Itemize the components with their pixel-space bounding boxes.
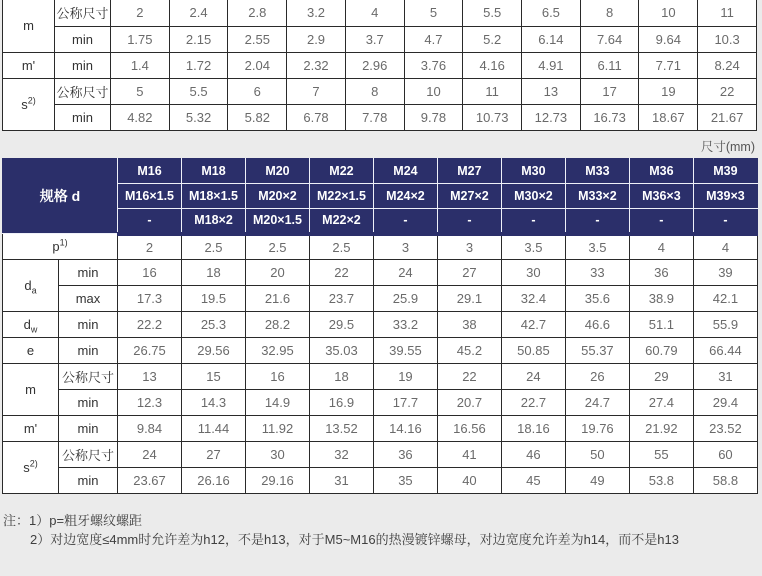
value-cell: 29.4 [693, 390, 757, 416]
value-cell: 24 [501, 364, 565, 390]
row-attr-label: min [59, 390, 118, 416]
value-cell: 35.03 [309, 338, 373, 364]
value-cell: 15 [182, 364, 246, 390]
value-cell: 2.5 [182, 234, 246, 260]
value-cell: 13 [118, 364, 182, 390]
row-attr-label: min [59, 260, 118, 286]
header-fine1-cell: M22×1.5 [309, 184, 373, 209]
value-cell: 2.32 [287, 52, 346, 78]
header-fine1-cell: M24×2 [373, 184, 437, 209]
row-label: $p^{1)}$ [3, 234, 118, 260]
value-cell: 16.56 [437, 416, 501, 442]
header-fine2-cell: M22×2 [309, 209, 373, 234]
value-cell: 3.5 [501, 234, 565, 260]
upper-table-body [3, 0, 757, 130]
value-cell: 23.52 [693, 416, 757, 442]
value-cell: 25.9 [373, 286, 437, 312]
note-line-1: 注：1）p=粗牙螺纹螺距 [3, 513, 143, 528]
value-cell: 18 [309, 364, 373, 390]
value-cell: 26.16 [182, 468, 246, 494]
value-cell: 8.24 [698, 52, 757, 78]
row-attr-label: min [59, 416, 118, 442]
header-fine1-cell: M36×3 [629, 184, 693, 209]
header-fine1-cell: M18×1.5 [182, 184, 246, 209]
value-cell: 20.7 [437, 390, 501, 416]
value-cell: 36 [373, 442, 437, 468]
value-cell: 2.04 [228, 52, 287, 78]
value-cell: 9.78 [404, 104, 463, 130]
value-cell: 10.73 [463, 104, 522, 130]
value-cell: 6.11 [580, 52, 639, 78]
header-fine2-cell: - [437, 209, 501, 234]
value-cell: 4 [693, 234, 757, 260]
value-cell: 3.7 [345, 26, 404, 52]
row-group-label: e [3, 338, 59, 364]
value-cell: 4 [345, 0, 404, 26]
value-cell: 2.8 [228, 0, 287, 26]
value-cell: 58.8 [693, 468, 757, 494]
table-row [3, 468, 758, 494]
header-size-cell: M16 [118, 159, 182, 184]
header-row [3, 159, 758, 184]
value-cell: 4.16 [463, 52, 522, 78]
value-cell: 41 [437, 442, 501, 468]
table-row [3, 442, 758, 468]
table-row [3, 26, 757, 52]
row-group-label: m' [3, 52, 55, 78]
unit-label: 尺寸(mm) [700, 140, 755, 154]
table-row [3, 338, 758, 364]
value-cell: 33.2 [373, 312, 437, 338]
value-cell: 27.4 [629, 390, 693, 416]
upper-spec-table [2, 0, 757, 131]
row-attr-label: min [55, 52, 111, 78]
header-fine1-cell: M39×3 [693, 184, 757, 209]
value-cell: 22.2 [118, 312, 182, 338]
table-row [3, 104, 757, 130]
table-row [3, 260, 758, 286]
header-size-cell: M39 [693, 159, 757, 184]
row-attr-label: max [59, 286, 118, 312]
value-cell: 42.7 [501, 312, 565, 338]
value-cell: 21.6 [245, 286, 309, 312]
value-cell: 6.14 [522, 26, 581, 52]
table-row [3, 234, 758, 260]
value-cell: 29.56 [182, 338, 246, 364]
header-fine1-cell: M16×1.5 [118, 184, 182, 209]
value-cell: 3.5 [565, 234, 629, 260]
value-cell: 20 [245, 260, 309, 286]
value-cell: 22 [437, 364, 501, 390]
value-cell: 19.76 [565, 416, 629, 442]
value-cell: 22.7 [501, 390, 565, 416]
value-cell: 53.8 [629, 468, 693, 494]
value-cell: 6 [228, 78, 287, 104]
value-cell: 1.75 [111, 26, 170, 52]
row-group-label: m [3, 0, 55, 52]
value-cell: 50 [565, 442, 629, 468]
value-cell: 18.16 [501, 416, 565, 442]
value-cell: 10 [404, 78, 463, 104]
value-cell: 10 [639, 0, 698, 26]
value-cell: 39.55 [373, 338, 437, 364]
value-cell: 55.9 [693, 312, 757, 338]
value-cell: 17.3 [118, 286, 182, 312]
value-cell: 5.32 [169, 104, 228, 130]
value-cell: 46.6 [565, 312, 629, 338]
value-cell: 24 [118, 442, 182, 468]
value-cell: 5 [404, 0, 463, 26]
value-cell: 6.78 [287, 104, 346, 130]
value-cell: 19 [639, 78, 698, 104]
header-fine1-cell: M27×2 [437, 184, 501, 209]
value-cell: 2.5 [309, 234, 373, 260]
value-cell: 31 [309, 468, 373, 494]
table-row [3, 390, 758, 416]
value-cell: 60.79 [629, 338, 693, 364]
header-size-cell: M27 [437, 159, 501, 184]
value-cell: 23.7 [309, 286, 373, 312]
value-cell: 8 [580, 0, 639, 26]
value-cell: 2.15 [169, 26, 228, 52]
table-row [3, 52, 757, 78]
value-cell: 22 [309, 260, 373, 286]
value-cell: 5.82 [228, 104, 287, 130]
value-cell: 2.96 [345, 52, 404, 78]
header-fine1-cell: M30×2 [501, 184, 565, 209]
value-cell: 29.1 [437, 286, 501, 312]
row-group-label: $s^{2)}$ [3, 78, 55, 130]
value-cell: 19 [373, 364, 437, 390]
value-cell: 35 [373, 468, 437, 494]
value-cell: 1.4 [111, 52, 170, 78]
header-fine2-cell: - [373, 209, 437, 234]
value-cell: 30 [501, 260, 565, 286]
value-cell: 45.2 [437, 338, 501, 364]
value-cell: 23.67 [118, 468, 182, 494]
value-cell: 38.9 [629, 286, 693, 312]
header-size-cell: M30 [501, 159, 565, 184]
value-cell: 27 [437, 260, 501, 286]
value-cell: 2.9 [287, 26, 346, 52]
value-cell: 4.82 [111, 104, 170, 130]
header-fine1-cell: M33×2 [565, 184, 629, 209]
value-cell: 11 [698, 0, 757, 26]
value-cell: 11.92 [245, 416, 309, 442]
value-cell: 26.75 [118, 338, 182, 364]
row-group-label: m' [3, 416, 59, 442]
header-size-cell: M36 [629, 159, 693, 184]
value-cell: 2 [111, 0, 170, 26]
header-fine2-cell: M20×1.5 [245, 209, 309, 234]
table-row [3, 312, 758, 338]
value-cell: 3 [437, 234, 501, 260]
value-cell: 31 [693, 364, 757, 390]
value-cell: 11.44 [182, 416, 246, 442]
value-cell: 49 [565, 468, 629, 494]
value-cell: 21.67 [698, 104, 757, 130]
value-cell: 45 [501, 468, 565, 494]
value-cell: 12.3 [118, 390, 182, 416]
header-size-cell: M22 [309, 159, 373, 184]
value-cell: 14.3 [182, 390, 246, 416]
value-cell: 35.6 [565, 286, 629, 312]
table-row [3, 0, 757, 26]
value-cell: 29.16 [245, 468, 309, 494]
value-cell: 7.78 [345, 104, 404, 130]
lower-table-header [3, 159, 758, 234]
row-attr-label: min [55, 104, 111, 130]
value-cell: 7 [287, 78, 346, 104]
value-cell: 28.2 [245, 312, 309, 338]
value-cell: 38 [437, 312, 501, 338]
value-cell: 39 [693, 260, 757, 286]
header-size-cell: M24 [373, 159, 437, 184]
value-cell: 2 [118, 234, 182, 260]
value-cell: 18 [182, 260, 246, 286]
header-fine1-cell: M20×2 [245, 184, 309, 209]
value-cell: 51.1 [629, 312, 693, 338]
value-cell: 29 [629, 364, 693, 390]
value-cell: 55 [629, 442, 693, 468]
value-cell: 14.9 [245, 390, 309, 416]
value-cell: 33 [565, 260, 629, 286]
value-cell: 13 [522, 78, 581, 104]
spec-title-cell: 规格 d [3, 159, 118, 234]
value-cell: 6.5 [522, 0, 581, 26]
value-cell: 3.76 [404, 52, 463, 78]
header-fine2-cell: - [565, 209, 629, 234]
value-cell: 18.67 [639, 104, 698, 130]
row-attr-label: 公称尺寸 [55, 78, 111, 104]
table-row [3, 364, 758, 390]
value-cell: 66.44 [693, 338, 757, 364]
value-cell: 7.64 [580, 26, 639, 52]
value-cell: 1.72 [169, 52, 228, 78]
value-cell: 16 [245, 364, 309, 390]
value-cell: 3.2 [287, 0, 346, 26]
value-cell: 2.55 [228, 26, 287, 52]
row-attr-label: min [59, 312, 118, 338]
row-attr-label: min [59, 468, 118, 494]
value-cell: 5.5 [463, 0, 522, 26]
value-cell: 55.37 [565, 338, 629, 364]
value-cell: 40 [437, 468, 501, 494]
row-attr-label: 公称尺寸 [59, 442, 118, 468]
value-cell: 50.85 [501, 338, 565, 364]
value-cell: 17 [580, 78, 639, 104]
value-cell: 27 [182, 442, 246, 468]
header-fine2-cell: - [629, 209, 693, 234]
value-cell: 2.4 [169, 0, 228, 26]
value-cell: 26 [565, 364, 629, 390]
value-cell: 32.95 [245, 338, 309, 364]
row-attr-label: 公称尺寸 [55, 0, 111, 26]
row-group-label: m [3, 364, 59, 416]
value-cell: 9.64 [639, 26, 698, 52]
value-cell: 3 [373, 234, 437, 260]
table-row [3, 286, 758, 312]
header-fine2-cell: - [693, 209, 757, 234]
value-cell: 36 [629, 260, 693, 286]
value-cell: 5 [111, 78, 170, 104]
value-cell: 7.71 [639, 52, 698, 78]
lower-table-body [3, 234, 758, 494]
value-cell: 16.73 [580, 104, 639, 130]
notes [3, 511, 679, 549]
row-attr-label: 公称尺寸 [59, 364, 118, 390]
value-cell: 17.7 [373, 390, 437, 416]
value-cell: 42.1 [693, 286, 757, 312]
value-cell: 46 [501, 442, 565, 468]
value-cell: 12.73 [522, 104, 581, 130]
value-cell: 24.7 [565, 390, 629, 416]
value-cell: 4.7 [404, 26, 463, 52]
value-cell: 22 [698, 78, 757, 104]
value-cell: 4.91 [522, 52, 581, 78]
value-cell: 30 [245, 442, 309, 468]
value-cell: 13.52 [309, 416, 373, 442]
header-size-cell: M20 [245, 159, 309, 184]
table-row [3, 78, 757, 104]
value-cell: 14.16 [373, 416, 437, 442]
value-cell: 2.5 [245, 234, 309, 260]
row-group-label: $d_w$ [3, 312, 59, 338]
value-cell: 21.92 [629, 416, 693, 442]
row-attr-label: min [55, 26, 111, 52]
table-row [3, 416, 758, 442]
value-cell: 32.4 [501, 286, 565, 312]
lower-spec-table [2, 158, 758, 494]
row-attr-label: min [59, 338, 118, 364]
value-cell: 4 [629, 234, 693, 260]
row-group-label: $s^{2)}$ [3, 442, 59, 494]
note-line-2: 2）对边宽度≤4mm时允许差为h12，不是h13，对于M5~M16的热漫镀锌螺母，对边宽度允许差为h14，而不是h13 [30, 532, 679, 547]
value-cell: 25.3 [182, 312, 246, 338]
value-cell: 10.3 [698, 26, 757, 52]
header-size-cell: M33 [565, 159, 629, 184]
header-fine2-cell: - [501, 209, 565, 234]
header-fine2-cell: - [118, 209, 182, 234]
value-cell: 5.2 [463, 26, 522, 52]
value-cell: 24 [373, 260, 437, 286]
value-cell: 19.5 [182, 286, 246, 312]
value-cell: 9.84 [118, 416, 182, 442]
value-cell: 32 [309, 442, 373, 468]
row-group-label: $d_a$ [3, 260, 59, 312]
value-cell: 29.5 [309, 312, 373, 338]
value-cell: 60 [693, 442, 757, 468]
header-fine2-cell: M18×2 [182, 209, 246, 234]
header-size-cell: M18 [182, 159, 246, 184]
value-cell: 16 [118, 260, 182, 286]
value-cell: 11 [463, 78, 522, 104]
value-cell: 8 [345, 78, 404, 104]
value-cell: 5.5 [169, 78, 228, 104]
value-cell: 16.9 [309, 390, 373, 416]
